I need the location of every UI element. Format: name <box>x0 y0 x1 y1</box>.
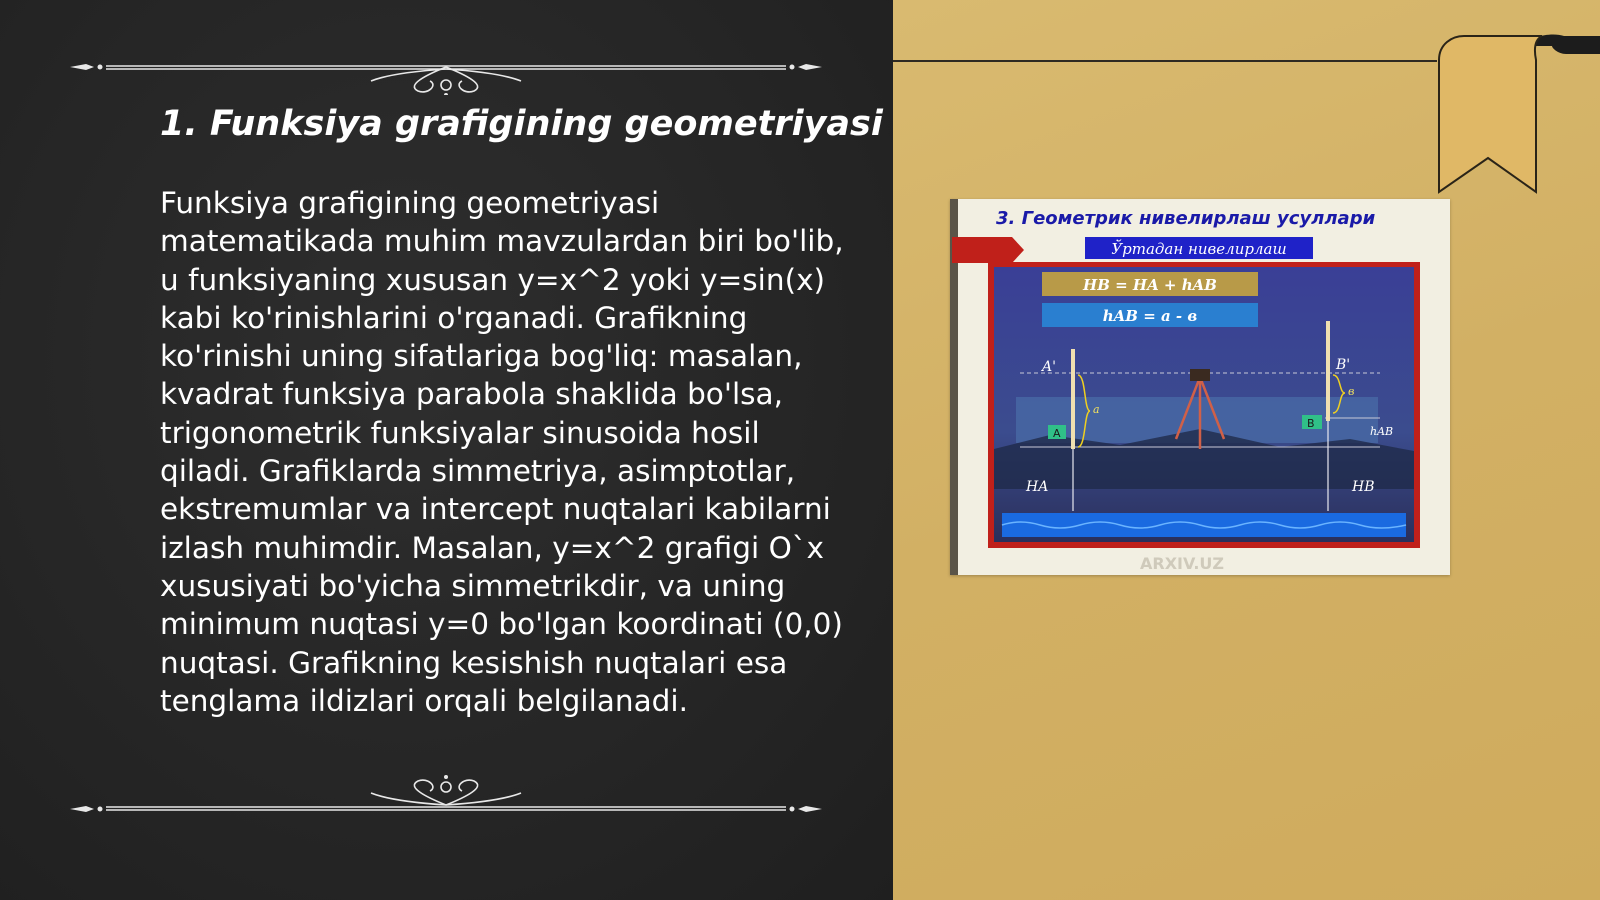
label-point-a: A <box>1053 427 1061 440</box>
watermark-text: ARXIV.UZ <box>1140 554 1224 573</box>
label-ha: HA <box>1026 479 1049 495</box>
bottom-ornament-divider <box>66 775 826 825</box>
image-heading: 3. Геометрик нивелирлаш усуллари <box>996 208 1376 229</box>
label-b-prime: B' <box>1336 357 1351 373</box>
formula-hab: hAB = a - в <box>1102 307 1198 325</box>
label-hab: hAB <box>1370 425 1394 438</box>
slide-title: 1. Funksiya grafigining geometriyasi <box>160 104 883 144</box>
label-a-prime: A' <box>1042 359 1056 375</box>
label-a: a <box>1093 403 1100 416</box>
label-b: в <box>1348 385 1355 398</box>
slide-body-text: Funksiya grafigining geometriyasi matematikada muhim mavzulardan biri bo'lib, u funksiyaning xususan y=x^2 yoki y=sin(x) kabi ko'rinishlarini o'rganadi. Grafikning ko'rinishi uning sifatlariga bog'liq: masalan, kvadrat funksiya parabola shaklida bo'lsa, trigonometrik funksiyalar sinusoida hosil qiladi. Grafiklarda simmetriya, asimptotlar, ekstremumlar va intercept nuqtalari kabilarni izlash muhimdir. Masalan, y=x^2 grafigi O`x xususiyati bo'yicha simmetrikdir, va uning minimum nuqtasi y=0 bo'lgan koordinati (0,0) nuqtasi. Grafikning kesishish nuqtalari esa tenglama ildizlari orqali belgilanadi. <box>160 186 844 718</box>
formula-hb: HB = HA + hAB <box>1083 276 1217 294</box>
decorative-rule-line <box>893 60 1437 62</box>
top-ornament-divider <box>66 45 826 95</box>
label-hb: HB <box>1352 479 1375 495</box>
leveling-diagram-image <box>950 199 1450 575</box>
bookmark-ribbon-icon <box>1434 32 1600 202</box>
label-point-b: B <box>1307 417 1315 430</box>
image-subheading: Ўртадан нивелирлаш <box>1111 240 1287 258</box>
